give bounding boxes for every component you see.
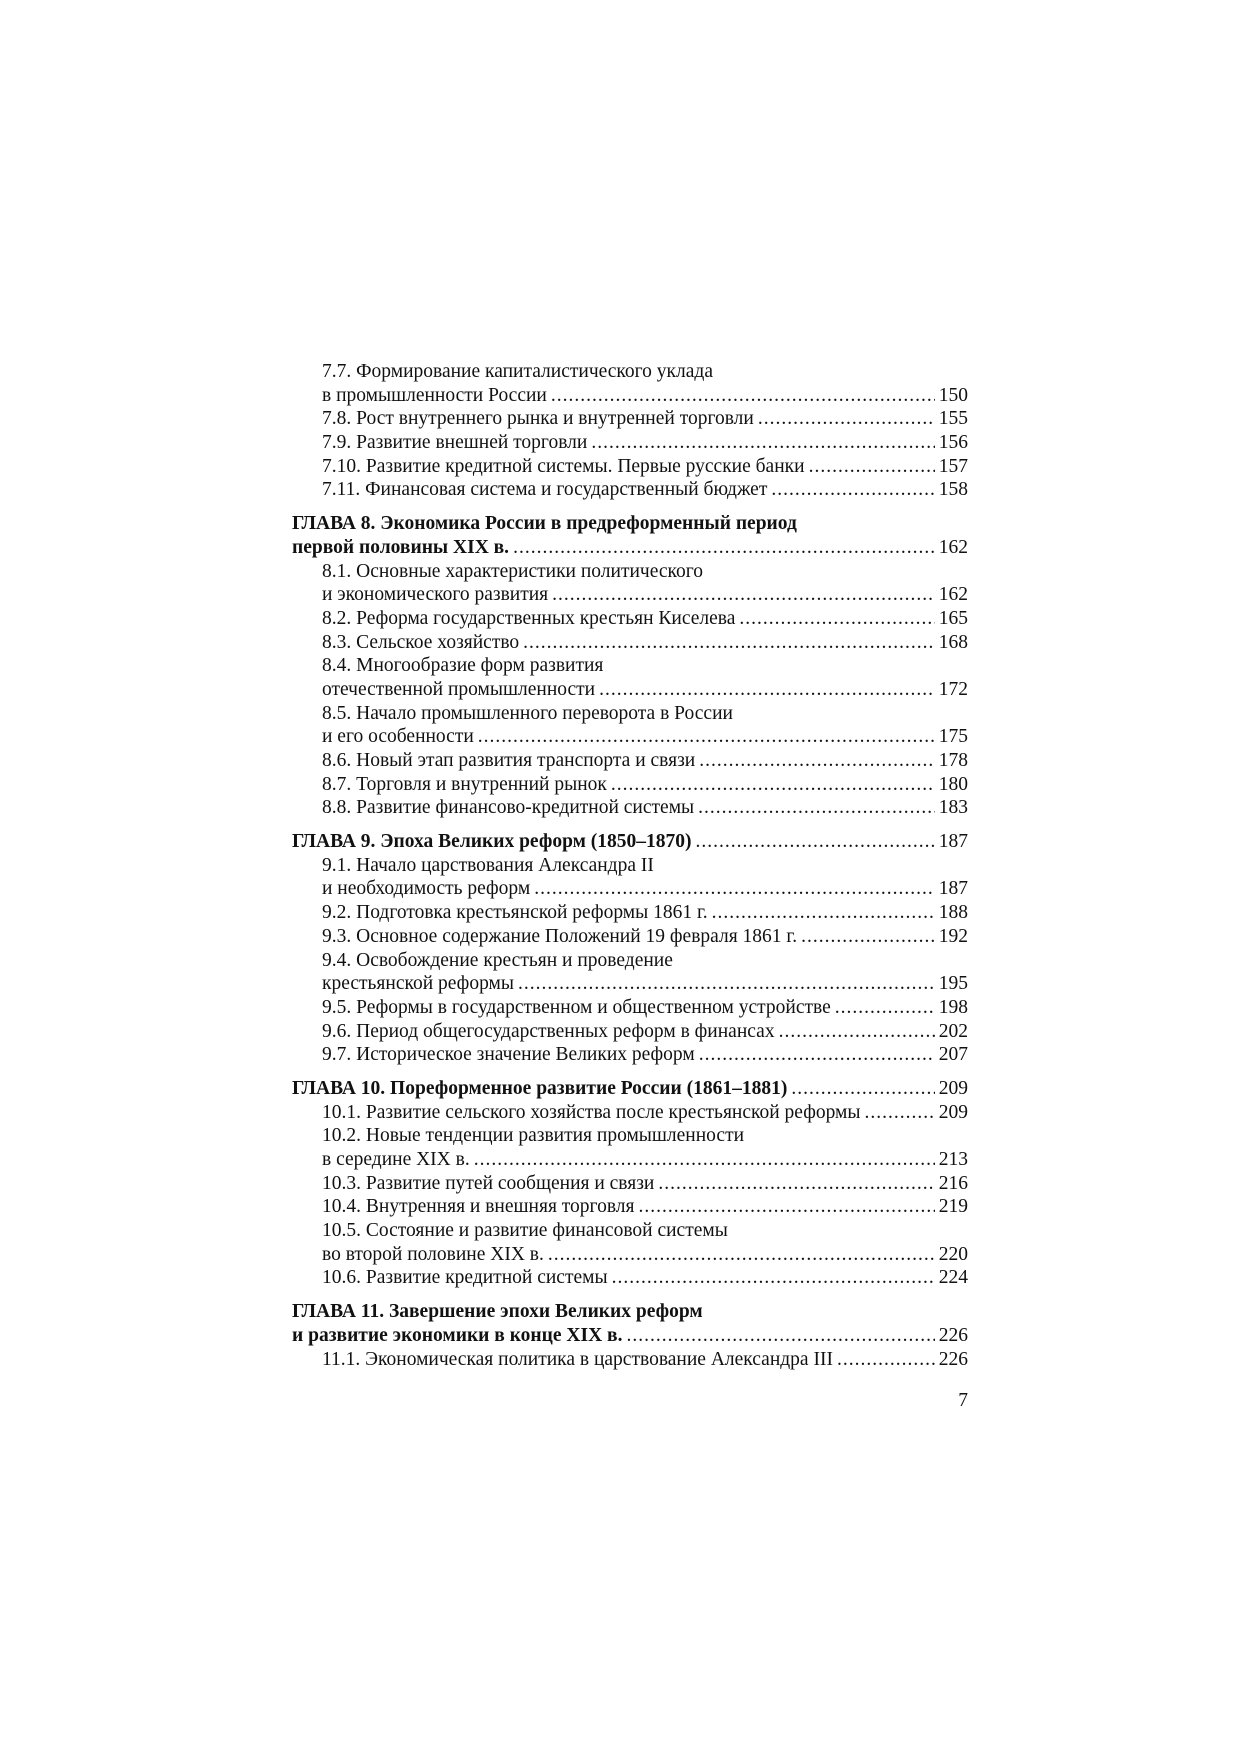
toc-page-number: 175 <box>938 726 968 748</box>
toc-entry-title: во второй половине XIX в. <box>322 1243 544 1265</box>
dot-leader <box>699 1043 935 1067</box>
toc-entry <box>292 560 968 584</box>
toc-entry-title: и его особенности <box>322 726 474 748</box>
dot-leader <box>611 773 935 797</box>
toc-entry <box>292 360 968 384</box>
toc-entry-title: 8.5. Начало промышленного переворота в России <box>322 702 733 724</box>
toc-page-number: 158 <box>938 479 968 501</box>
toc-entry-title: 8.8. Развитие финансово-кредитной системы <box>322 797 695 819</box>
toc-entry-title: и экономического развития <box>322 584 549 606</box>
toc-page-number: 180 <box>938 773 968 795</box>
toc-chapter-heading <box>292 512 968 536</box>
toc-entry <box>292 877 968 901</box>
toc-entry-title: 10.2. Новые тенденции развития промышленности <box>322 1125 745 1147</box>
toc-page-number: 162 <box>938 584 968 606</box>
toc-entry <box>292 1243 968 1267</box>
toc-entry <box>292 1219 968 1243</box>
toc-chapter-heading <box>292 1300 968 1324</box>
toc-page-number: 224 <box>938 1267 968 1289</box>
toc-entry-title: 8.4. Многообразие форм развития <box>322 655 604 677</box>
toc-entry-title: 11.1. Экономическая политика в царствование Александра III <box>322 1348 833 1370</box>
toc-page-number: 162 <box>938 536 968 558</box>
toc-entry <box>292 996 968 1020</box>
dot-leader <box>523 631 935 655</box>
toc-entry <box>292 384 968 408</box>
dot-leader <box>548 1243 935 1267</box>
toc-entry <box>292 1043 968 1067</box>
toc-entry <box>292 1124 968 1148</box>
page-number: 7 <box>958 1390 968 1411</box>
toc-entry <box>292 1348 968 1372</box>
toc-entry-title: 9.5. Реформы в государственном и общественном устройстве <box>322 996 831 1018</box>
dot-leader <box>599 678 935 702</box>
toc-entry-title: ГЛАВА 8. Экономика России в предреформенный период <box>292 513 797 535</box>
toc-page-number: 209 <box>938 1101 968 1123</box>
toc-entry-title: 10.6. Развитие кредитной системы <box>322 1267 608 1289</box>
toc-entry-title: 9.1. Начало царствования Александра II <box>322 854 654 876</box>
toc-entry-title: 10.4. Внутренняя и внешняя торговля <box>322 1196 635 1218</box>
toc-chapter-heading <box>292 1077 968 1101</box>
toc-entry <box>292 854 968 878</box>
toc-page-number: 220 <box>938 1243 968 1265</box>
toc-entry <box>292 431 968 455</box>
dot-leader <box>658 1172 934 1196</box>
toc-page-number: 192 <box>938 925 968 947</box>
dot-leader <box>591 431 934 455</box>
toc-entry-title: 9.4. Освобождение крестьян и проведение <box>322 949 673 971</box>
toc-chapter-heading <box>292 1324 968 1348</box>
toc-entry <box>292 702 968 726</box>
toc-page-number: 168 <box>938 631 968 653</box>
dot-leader <box>513 536 935 560</box>
toc-entry <box>292 678 968 702</box>
toc-entry <box>292 654 968 678</box>
toc-entry <box>292 901 968 925</box>
toc-entry <box>292 583 968 607</box>
toc-entry-title: 8.3. Сельское хозяйство <box>322 631 520 653</box>
toc-entry <box>292 631 968 655</box>
dot-leader <box>696 830 935 854</box>
toc-entry <box>292 1266 968 1290</box>
dot-leader <box>791 1077 934 1101</box>
toc-page-number: 165 <box>938 607 968 629</box>
toc-page-number: 178 <box>938 750 968 771</box>
toc-page-number: 188 <box>938 902 968 924</box>
toc-entry <box>292 796 968 820</box>
dot-leader <box>551 384 935 408</box>
toc-page-number: 150 <box>938 384 968 406</box>
toc-entry-title: и развитие экономики в конце XIX в. <box>292 1324 623 1346</box>
toc-chapter-heading <box>292 830 968 854</box>
dot-leader <box>771 478 934 502</box>
toc-page-number: 216 <box>938 1172 968 1194</box>
toc-entry <box>292 749 968 773</box>
toc-entry <box>292 455 968 479</box>
toc-page-number: 183 <box>938 797 968 819</box>
toc-entry-title: в середине XIX в. <box>322 1149 470 1170</box>
toc-entry <box>292 725 968 749</box>
dot-leader <box>474 1148 935 1172</box>
toc-page-number: 209 <box>938 1077 968 1099</box>
dot-leader <box>801 925 935 949</box>
toc-entry-title: 8.6. Новый этап развития транспорта и связи <box>322 750 696 771</box>
toc-entry <box>292 407 968 431</box>
toc-entry-title: 7.7. Формирование капиталистического уклада <box>322 361 713 382</box>
toc-entry-title: 10.5. Состояние и развитие финансовой системы <box>322 1220 728 1242</box>
toc-entry <box>292 1195 968 1219</box>
dot-leader <box>739 607 934 631</box>
toc-entry-title: 7.9. Развитие внешней торговли <box>322 432 588 454</box>
dot-leader <box>612 1266 935 1290</box>
toc-entry-title: 9.6. Период общегосударственных реформ в финансах <box>322 1020 775 1042</box>
toc-entry <box>292 1020 968 1044</box>
toc-entry-title: 8.7. Торговля и внутренний рынок <box>322 773 607 795</box>
toc-entry <box>292 949 968 973</box>
toc-entry-title: и необходимость реформ <box>322 878 531 900</box>
dot-leader <box>698 796 935 820</box>
toc-page-number: 219 <box>938 1196 968 1218</box>
toc-entry <box>292 925 968 949</box>
toc-page-number: 207 <box>938 1044 968 1066</box>
toc-page-number: 226 <box>938 1348 968 1370</box>
dot-leader <box>552 583 935 607</box>
toc-entry <box>292 478 968 502</box>
toc-page-number: 157 <box>938 455 968 477</box>
toc-page-number: 156 <box>938 432 968 454</box>
toc-page-number: 187 <box>938 831 968 853</box>
toc-entry <box>292 1101 968 1125</box>
toc-entry <box>292 607 968 631</box>
toc-page-number: 226 <box>938 1324 968 1346</box>
toc-entry-title: отечественной промышленности <box>322 678 596 700</box>
toc-entry <box>292 773 968 797</box>
toc-page-number: 155 <box>938 408 968 430</box>
toc-entry-title: ГЛАВА 11. Завершение эпохи Великих реформ <box>292 1301 703 1323</box>
dot-leader <box>809 455 935 479</box>
toc-chapter-heading <box>292 536 968 560</box>
toc-entry-title: ГЛАВА 9. Эпоха Великих реформ (1850–1870) <box>292 831 692 853</box>
toc-entry-title: 7.10. Развитие кредитной системы. Первые русские банки <box>322 455 805 477</box>
toc-page-number: 198 <box>938 996 968 1018</box>
toc-entry-title: в промышленности России <box>322 384 547 406</box>
toc-page-number: 172 <box>938 678 968 700</box>
toc-entry-title: 8.1. Основные характеристики политического <box>322 560 704 582</box>
toc-entry-title: 10.3. Развитие путей сообщения и связи <box>322 1172 655 1194</box>
toc-entry <box>292 1148 968 1172</box>
toc-entry <box>292 972 968 996</box>
dot-leader <box>699 749 935 773</box>
dot-leader <box>758 407 935 431</box>
toc-entry-title: 7.8. Рост внутреннего рынка и внутренней торговли <box>322 408 754 430</box>
toc-entry-title: 9.7. Историческое значение Великих реформ <box>322 1044 695 1066</box>
dot-leader <box>638 1195 934 1219</box>
toc-entry-title: первой половины XIX в. <box>292 536 510 558</box>
toc-page-number: 213 <box>938 1149 968 1170</box>
table-of-contents <box>292 360 968 1371</box>
dot-leader <box>712 901 935 925</box>
toc-entry-title: ГЛАВА 10. Пореформенное развитие России (1861–1881) <box>292 1077 788 1099</box>
dot-leader <box>864 1101 934 1125</box>
toc-entry-title: 9.3. Основное содержание Положений 19 февраля 1861 г. <box>322 925 798 947</box>
toc-page-number: 202 <box>938 1020 968 1042</box>
dot-leader <box>835 996 935 1020</box>
toc-entry <box>292 1172 968 1196</box>
toc-entry-title: 9.2. Подготовка крестьянской реформы 1861 г. <box>322 902 708 924</box>
dot-leader <box>478 725 935 749</box>
toc-entry-title: крестьянской реформы <box>322 973 514 995</box>
dot-leader <box>779 1020 935 1044</box>
dot-leader <box>518 972 935 996</box>
dot-leader <box>534 877 935 901</box>
toc-entry-title: 7.11. Финансовая система и государственный бюджет <box>322 479 768 501</box>
dot-leader <box>626 1324 934 1348</box>
toc-page-number: 195 <box>938 973 968 995</box>
dot-leader <box>837 1348 935 1372</box>
toc-entry-title: 8.2. Реформа государственных крестьян Киселева <box>322 607 736 629</box>
toc-page-number: 187 <box>938 878 968 900</box>
toc-entry-title: 10.1. Развитие сельского хозяйства после крестьянской реформы <box>322 1101 861 1123</box>
